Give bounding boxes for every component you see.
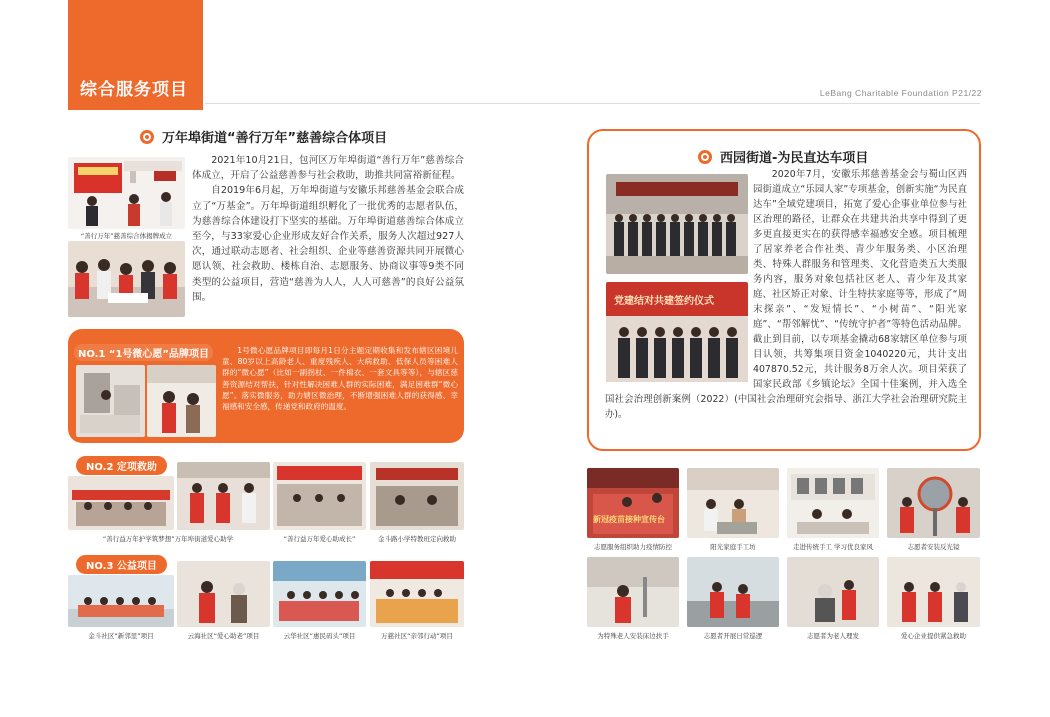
ceremony-photo-caption: “善行万年”慈善综合体揭牌成立 [80,232,173,240]
section-tab [68,0,203,110]
no1-photo-left [76,365,145,437]
no2-photo-2 [177,462,270,530]
grid-caption-5: 为特殊老人安装床边扶手 [597,632,669,640]
grid-photo-7 [787,557,879,627]
grid-caption-1: 志愿服务组织助力疫情防控 [594,543,672,551]
grid-photo-3 [787,468,879,538]
no3-photo-1 [68,575,174,627]
no2-photo-3 [273,462,366,530]
grid-caption-7: 志愿者为老人理发 [807,632,859,640]
no3-label: NO.3 公益项目 [76,555,167,574]
no3-photo-4 [370,561,464,627]
no2-photo-1 [68,476,174,530]
no2-caption-1: “善行益万年护学筑梦想”万年埠街道爱心助学 [102,535,234,543]
right-project-title: 西园街道-为民直达车项目 [720,151,869,166]
left-body-text [192,153,464,305]
grid-caption-4: 志愿者安装反光镜 [907,543,960,551]
no3-caption-3: 云华社区“惠民码头”项目 [283,632,356,640]
foundation-page-label: LeBang Charitable Foundation P21/22 [819,88,982,98]
left-paragraph-2: 自2019年6月起，万年埠街道与安徽乐邦慈善基金会联合成立了“万基金”。万年埠街道组织孵化了一批优秀的志愿者队伍，为慈善综合体建设打下坚实的基础。万年埠街道慈善综合体成立至今，与33家爱心企业形成友好合作关系，服务人次超过927人次，通过联动志愿者、社会组织、企业等慈善资源共同开展微心愿认领、社会救助、楼栋自治、志愿服务、协商议事等9类不同类型的公益项目，营造“慈善为人人，人人可慈善”的良好公益氛围。 [192,185,464,303]
header-divider [205,103,980,104]
grid-caption-6: 志愿者开展日常巡逻 [703,632,763,640]
volunteer-group-photo [68,241,185,317]
no1-description: 1号微心愿品牌项目即每月1日分主题定期收集和发布辖区困境儿童、80岁以上高龄老人、重度残疾人、大病救助、低保人员等困难人群的“微心愿”（比如一副拐杖、一件棉衣、一套文具等等），与辖区慈善资源结对帮扶，针对性解决困难人群的实际困难，满足困难群“微心愿”。落实微服务，助力辖区微治理，不断增强困难人群的获得感、幸福感和安全感，传递党和政府的温度。 [222,346,458,412]
no3-caption-4: 万慈社区“亲邻行动”项目 [381,632,453,640]
signing-banner-text: 党建结对共建签约仪式 [614,296,714,307]
photo-float-spacer [605,167,753,385]
grid-photo-1 [587,468,679,538]
left-project-heading [140,127,387,146]
left-paragraph-1: 2021年10月21日，包河区万年埠街道“善行万年”慈善综合体成立，开启了公益慈善参与社会救助，助推共同富裕新征程。 [192,155,464,182]
right-body-text [605,167,967,422]
vaccine-banner-text: 新冠疫苗接种宣传台 [593,515,665,524]
no1-title: NO.1 “1号微心愿”品牌项目 [74,344,213,361]
no3-photo-3 [273,561,366,627]
circle-bullet-icon [698,150,712,164]
right-paragraph: 2020年7月，安徽乐邦慈善基金会与蜀山区西园街道成立“乐园人家”专项基金，创新实施“为民直达车”全域党建项目，拓宽了爱心企事业单位参与社区治理的路径，让群众在共建共治共享中得到了更多更直接更实在的获得感幸福感安全感。项目梳理了居家养老合作社类、青少年服务类、小区治理类、特殊人群服务和管理类、文化营造类五大类服务内容，服务对象包括社区老人、青少年及其家庭、社区矫正对象、计生特扶家庭等等，形成了“周末探亲”、“发短情长”、“小树苗”、“阳光家庭”、“帮邻解忧”、“传统守护者”等特色活动品牌。截止到目前，以专项基金撬动68家辖区单位参与项目认领，共筹集项目资金1040220元，共计支出407870.52元，共计服务8万余人次。项目荣获了国家民政部《乡镇论坛》全国十佳案例，并入选全国社会治理创新案例（2022）(中国社会治理研究会指导、浙江大学社会治理研究院主办)。 [605,169,967,420]
no2-label: NO.2 定项救助 [76,456,167,475]
left-project-title: 万年埠街道“善行万年”慈善综合体项目 [162,131,388,146]
no2-caption-2: “善行益万年爱心助成长” [283,535,356,543]
grid-caption-8: 爱心企业提供紧急救助 [901,632,966,640]
grid-photo-5 [587,557,679,627]
right-project-heading [698,147,868,166]
no3-caption-2: 云海社区“爱心助老”项目 [187,632,260,640]
no2-caption-3: 金斗路小学特教班定向救助 [378,535,456,543]
grid-photo-2 [687,468,779,538]
ceremony-photo [68,157,185,229]
grid-photo-4 [887,468,980,538]
circle-bullet-icon [140,130,154,144]
no2-photo-4 [370,462,464,530]
no1-photo-right [147,365,216,437]
section-title: 综合服务项目 [80,80,188,100]
no3-photo-2 [177,561,270,627]
grid-photo-8 [887,557,980,627]
grid-caption-2: 阳光家庭手工坊 [710,543,756,551]
no3-caption-1: 金斗社区“新邻里”项目 [88,632,154,640]
grid-photo-6 [687,557,779,627]
grid-caption-3: 走进传统手工 学习优良家风 [792,543,874,551]
